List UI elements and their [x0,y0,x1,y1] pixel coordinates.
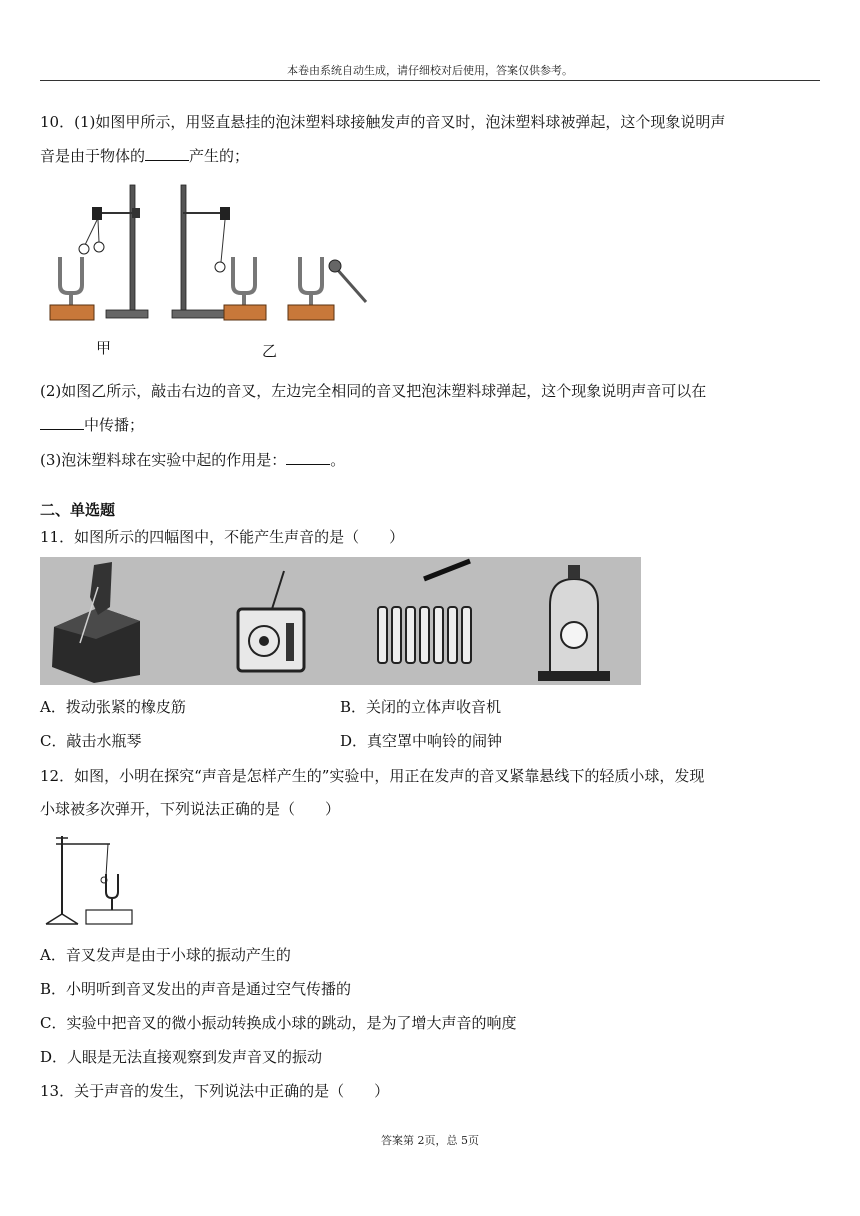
q10-part3 [40,450,345,470]
q11-option-c: C．敲击水瓶琴 [40,732,142,750]
q10-line2 [40,146,249,166]
q11-option-a: A．拨动张紧的橡皮筋 [40,698,186,716]
page-header: 本卷由系统自动生成，请仔细校对后使用，答案仅供参考。 [287,64,573,77]
q12-option-a: A．音叉发声是由于小球的振动产生的 [40,946,291,964]
q12-option-b: B．小明听到音叉发出的声音是通过空气传播的 [40,980,352,998]
answer-blank [145,146,189,161]
sound-sources-illustration [40,557,641,685]
q11-option-b: B．关闭的立体声收音机 [340,698,502,716]
figure-label-yi: 乙 [262,342,278,360]
tuning-fork-figure [46,182,376,332]
q11-stem: 11．如图所示的四幅图中，不能产生声音的是（ ） [40,528,405,546]
page-footer: 答案第 2页，总 5页 [381,1134,479,1147]
q10-part2-line2 [40,415,144,435]
q10-part3-text-a: (3)泡沫塑料球在实验中起的作用是： [40,451,287,469]
figure-label-jia: 甲 [96,339,112,357]
q12-stem-line2: 小球被多次弹开，下列说法正确的是（ ） [40,800,341,818]
header-divider [40,80,820,81]
q12-option-c: C．实验中把音叉的微小振动转换成小球的跳动，是为了增大声音的响度 [40,1014,517,1032]
q11-option-d: D．真空罩中响铃的闹钟 [340,732,503,750]
q10-line2-text-b: 产生的； [189,147,250,165]
q13-stem: 13．关于声音的发生，下列说法中正确的是（ ） [40,1082,390,1100]
q10-part2-text: 中传播； [84,416,145,434]
q10-line2-text-a: 音是由于物体的 [40,147,146,165]
q11-photo-strip [40,557,641,685]
q10-part3-text-b: 。 [330,451,346,469]
q12-stem-line1: 12．如图，小明在探究“声音是怎样产生的”实验中，用正在发声的音叉紧靠悬线下的轻质小球，发现 [40,767,705,785]
q12-option-d: D．人眼是无法直接观察到发声音叉的振动 [40,1048,323,1066]
answer-blank [286,450,330,465]
suspended-ball-figure [40,830,140,930]
answer-blank [40,415,84,430]
q10-line1: 10．(1)如图甲所示，用竖直悬挂的泡沫塑料球接触发声的音叉时，泡沫塑料球被弹起，这个现象说明声 [40,113,726,131]
q10-part2-line1: (2)如图乙所示，敲击右边的音叉，左边完全相同的音叉把泡沫塑料球弹起，这个现象说明声音可以在 [40,382,707,400]
section-title: 二、单选题 [40,501,116,519]
